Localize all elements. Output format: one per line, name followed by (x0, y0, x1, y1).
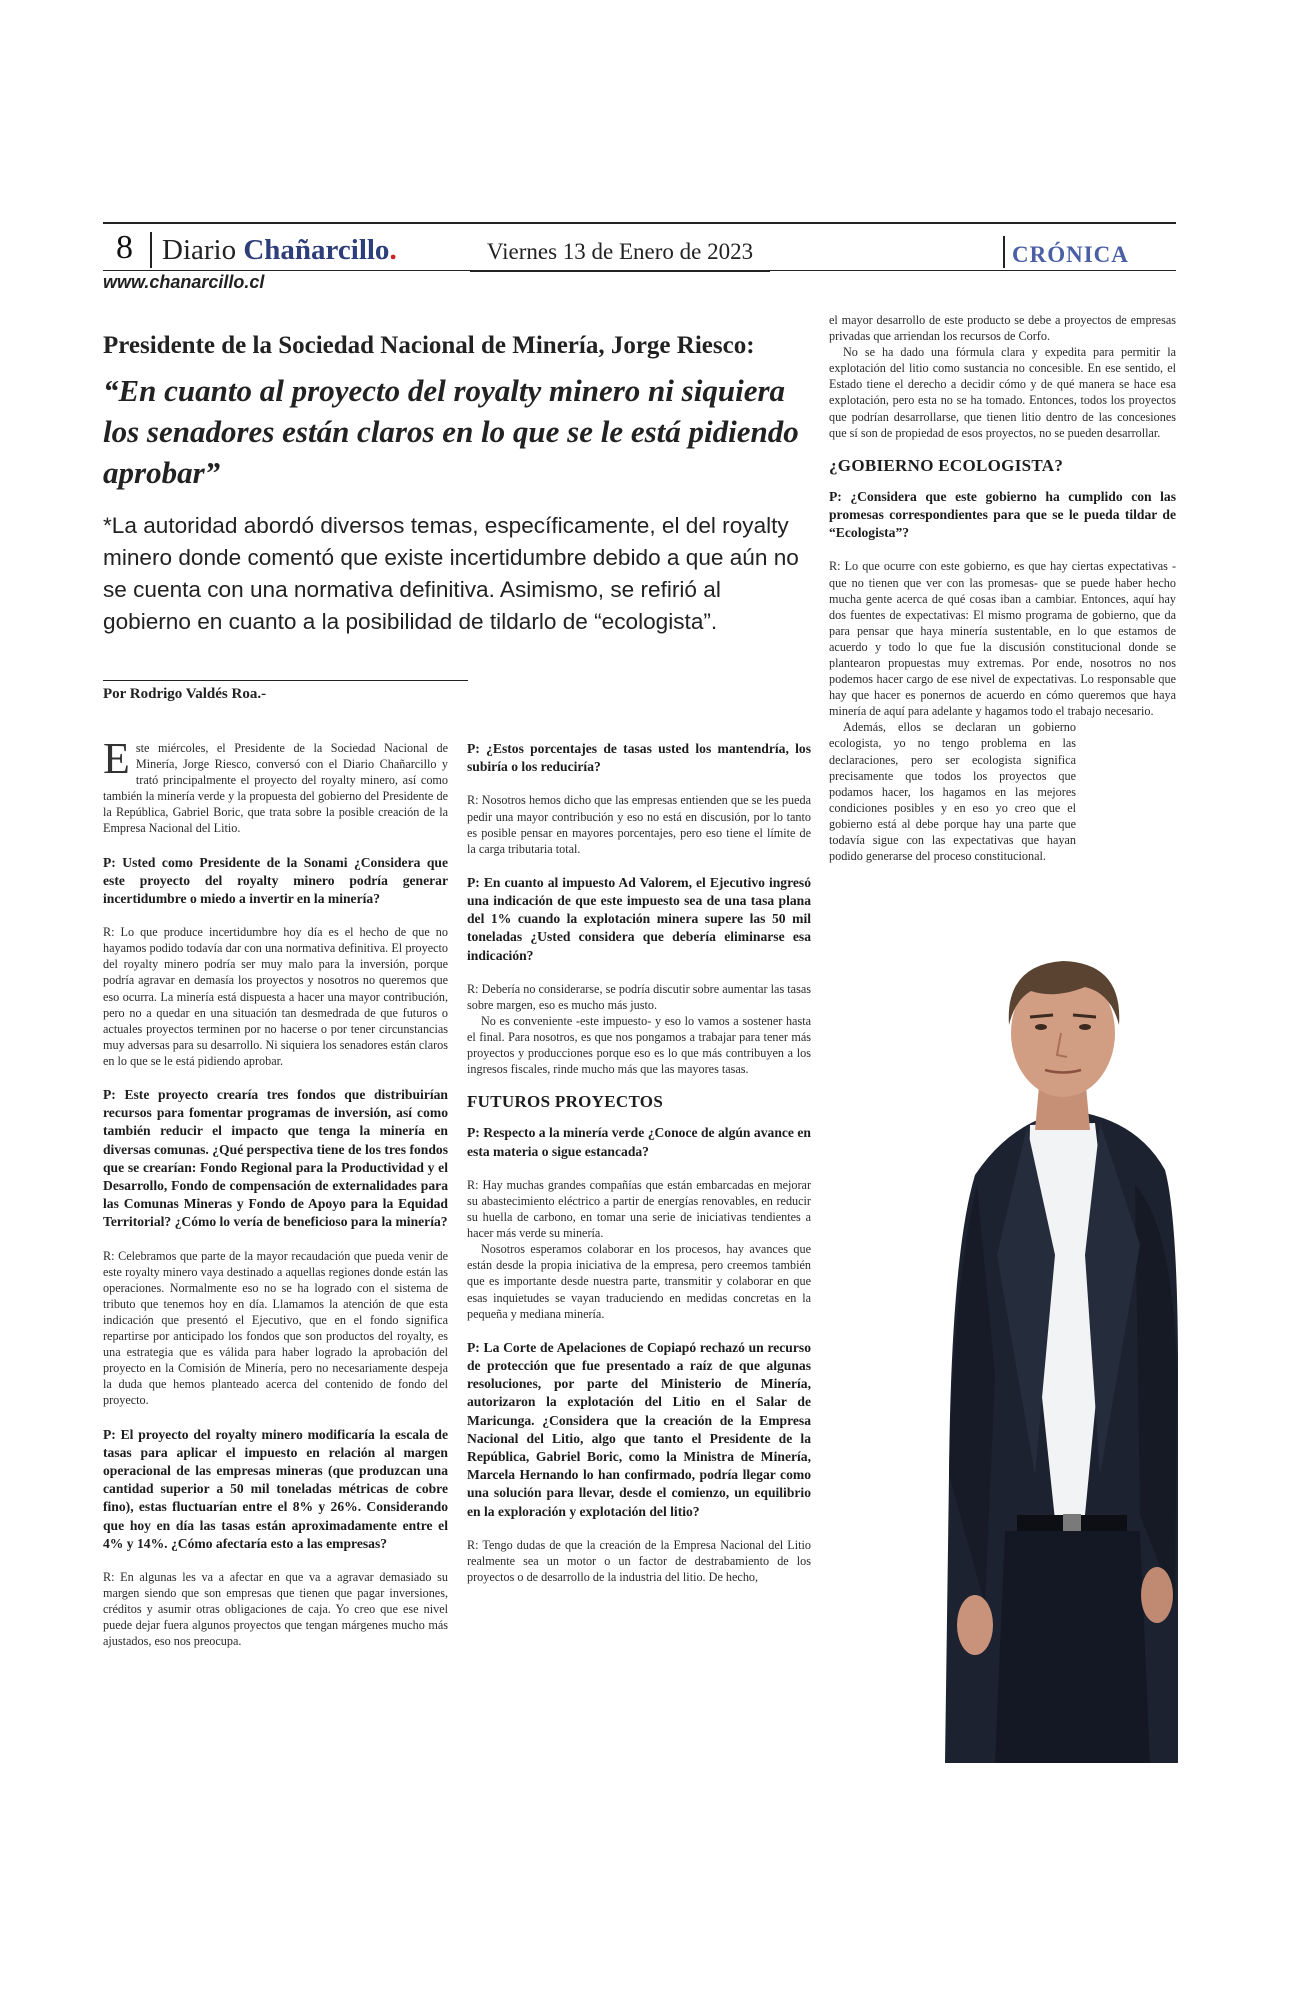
subheading: ¿GOBIERNO ECOLOGISTA? (829, 455, 1064, 475)
subheading: FUTUROS PROYECTOS (467, 1092, 664, 1112)
issue-date: Viernes 13 de Enero de 2023 (470, 236, 770, 272)
byline-rule (103, 680, 468, 681)
newspaper-logo (162, 232, 397, 268)
header-bottom-rule (103, 270, 1176, 271)
question: P: ¿Estos porcentajes de tasas usted los mantendría, los subiría o los reduciría? (467, 741, 811, 775)
answer-continued: Nosotros esperamos colaborar en los procesos, hay avances que están desde la propia iniciativa de la empresa, pero creemos también que es importante desde nuestra parte, transmitir y colaborar en que esas inquietudes se vayan traduciendo en medidas concretas en la pequeña y mediana minería. (467, 1242, 811, 1321)
intro-paragraph (103, 734, 448, 837)
answer-continued: No se ha dado una fórmula clara y expedita para permitir la explotación del litio como sustancia no concesible. En ese sentido, el Estado tiene el derecho a decidir cómo y de qué manera se hace esa explotación, pero esta no se ha tomado. Entonces, todos los proyectos que podrían desarrollarse, que tienen litio dentro de las concesiones que sí son de propiedad de esos proyectos, no se pueden desarrollar. (829, 345, 1176, 440)
answer: R: Lo que ocurre con este gobierno, es que hay ciertas expectativas -que no tienen que ver con las promesas- que se puede haber hecho mucha gente acerca de qué cosas iban a cambiar. Entonces, aquí hay dos fuentes de expectativas: El mismo programa de gobierno, que da para pensar que haya minería sustentable, en lo que estamos de acuerdo y todo lo que fue la discusión constitucional donde se plantearon propuestas muy extremas. Por ende, nosotros no nos podemos hacer cargo de ese nivel de expectativas. Lo responsable que hay que hacer es ponernos de acuerdo en cómo queremos que haya minería de aquí para adelante y hagamos todo el trabajo necesario. (829, 559, 1176, 719)
answer: R: Hay muchas grandes compañías que están embarcadas en mejorar su abastecimiento eléctrico a partir de energías renovables, en reducir su huella de carbono, en tomar una serie de iniciativas tendientes a hacer más verde su minería. (467, 1177, 811, 1241)
intro-text: ste miércoles, el Presidente de la Sociedad Nacional de Minería, Jorge Riesco, conversó con el Diario Chañarcillo y trató principalmente el proyecto del royalty minero, así como también la minería verde y la propuesta del gobierno del Presidente de la República, Gabriel Boric, que trata sobre la posible creación de la Empresa Nacional del Litio. (103, 741, 448, 836)
question: P: Este proyecto crearía tres fondos que distribuirían recursos para fomentar programas de inversión, así como también reducir el impacto que tenga la minería en diversas comunas. ¿Qué perspectiva tiene de los tres fondos que se crearían: Fondo Regional para la Productividad y el Desarrollo, Fondo de compensación de externalidades para las Comunas Mineras y Fondo de Apoyo para la Equidad Territorial? ¿Cómo lo vería de beneficioso para la minería? (103, 1087, 448, 1230)
website-url[interactable]: www.chanarcillo.cl (103, 272, 265, 292)
header-divider (150, 232, 152, 268)
article-headline: “En cuanto al proyecto del royalty minero ni siquiera los senadores están claros en lo que se le está pidiendo aprobar” (103, 373, 799, 490)
drop-cap: E (103, 734, 130, 783)
section-name: CRÓNICA (1012, 242, 1129, 267)
question: P: La Corte de Apelaciones de Copiapó rechazó un recurso de protección que fue presentado a raíz de que algunas resoluciones, por parte del Ministerio de Minería, autorizaron la explotación del Litio en el Salar de Maricunga. ¿Considera que la creación de la Empresa Nacional del Litio, algo que tanto el Presidente de la República, Gabriel Boric, como la Ministra de Minería, Marcela Hernando lo han confirmado, podría llegar como una solución para llevar, desde el comienzo, un equilibrio en la exploración y explotación del litio? (467, 1339, 811, 1519)
answer: R: Lo que produce incertidumbre hoy día es el hecho de que no hayamos podido todavía dar con una normativa definitiva. El proyecto del royalty minero podría ser muy malo para la inversión, porque podría agravar en demasía los proyectos y nosotros no queremos que eso ocurra. La minería está dispuesta a hacer una mayor contribución, pero no a quedar en una situación tan desmedrada de que futuros o actuales proyectos terminen por no hacerse o por tener circunstancias muy adversas para su desarrollo. Ni siquiera los senadores están claros en lo que se le está pidiendo aprobar. (103, 925, 448, 1068)
answer-continued: Además, ellos se declaran un gobierno ecologista, yo no tengo problema en las declaraciones, pero ser ecologista significa precisamente que todos los proyectos que podamos hacer, los hagamos en las mejores condiciones posibles y en eso yo creo que el gobierno está al debe porque hay una parte que todavía sigue con las expectativas que hayan podido generarse del proceso constitucional. (829, 720, 1076, 864)
page-number: 8 (116, 229, 133, 266)
article-column-3 (829, 312, 1176, 864)
answer-continued: el mayor desarrollo de este producto se debe a proyectos de empresas privadas que arriendan los recursos de Corfo. (829, 313, 1176, 344)
brand-prefix: Diario (162, 234, 244, 266)
answer: R: Tengo dudas de que la creación de la Empresa Nacional del Litio realmente sea un motor o un factor de destrabamiento de los proyectos o de desarrollo de la industria del litio. De hecho, (467, 1537, 811, 1584)
question: P: En cuanto al impuesto Ad Valorem, el Ejecutivo ingresó una indicación de que este impuesto sea de una tasa plana del 1% cuando la explotación minera supere las 50 mil toneladas ¿Usted considera que debería eliminarse esa indicación? (467, 874, 811, 963)
header-divider (1003, 236, 1005, 268)
answer: R: Debería no considerarse, se podría discutir sobre aumentar las tasas sobre margen, eso es mucho más justo. (467, 981, 811, 1012)
header-top-rule (103, 222, 1176, 224)
question: P: Usted como Presidente de la Sonami ¿Considera que este proyecto del royalty minero podría generar incertidumbre o miedo a invertir en la minería? (103, 854, 448, 906)
question: P: ¿Considera que este gobierno ha cumplido con las promesas correspondientes para que se le pueda tildar de “Ecologista”? (829, 488, 1176, 541)
article-column-2 (467, 740, 811, 1602)
article-lede: *La autoridad abordó diversos temas, específicamente, el del royalty minero donde comentó que existe incertidumbre debido a que aún no se cuenta con una normativa definitiva. Asimismo, se refirió al gobierno en cuanto a la posibilidad de tildarlo de “ecologista”. (103, 513, 799, 634)
question: P: Respecto a la minería verde ¿Conoce de algún avance en esta materia o sigue estancada? (467, 1125, 811, 1159)
byline: Por Rodrigo Valdés Roa.- (103, 686, 267, 702)
answer: R: Nosotros hemos dicho que las empresas entienden que se les pueda pedir una mayor contribución y eso no está en discusión, por lo tanto es posible pensar en mayores porcentajes, pero eso tiene el límite de la carga tributaria total. (467, 793, 811, 856)
answer: R: Celebramos que parte de la mayor recaudación que pueda venir de este royalty minero vaya destinado a aquellas regiones donde están las operaciones. Normalmente eso no se ha logrado con el sistema de tributo que tenemos hoy en día. Llamamos la atención de que esta indicación que presentó el Ejecutivo, que en el fondo significa repartirse por anticipado los fondos que son productos del royalty, es una estrategia que es válida para haber logrado la aprobación del proyecto en la Comisión de Minería, pero no necesariamente despeja la duda que hemos planteado acerca del contenido de fondo del proyecto. (103, 1248, 448, 1408)
article-kicker: Presidente de la Sociedad Nacional de Minería, Jorge Riesco: (103, 332, 755, 359)
question: P: El proyecto del royalty minero modificaría la escala de tasas para aplicar el impuesto en relación al margen operacional de las empresas mineras (que produzcan una cantidad superior a 50 mil toneladas métricas de cobre fino), estas fluctuarían entre el 8% y 26%. Considerando que hoy en día las tasas están aproximadamente entre el 4% y 14%. ¿Cómo afectaría esto a las empresas? (103, 1426, 448, 1551)
brand-name: Chañarcillo (243, 234, 390, 266)
brand-dot: . (389, 234, 397, 266)
interviewee-photo (935, 955, 1180, 1763)
article-column-1 (103, 734, 448, 1666)
answer-continued: No es conveniente -este impuesto- y eso lo vamos a sostener hasta el final. Para nosotros, es que nos pongamos a trabajar para tener más proyectos y producciones porque eso es lo que más contribuyen a los ingresos fiscales, rinde mucho más que las mayores tasas. (467, 1013, 811, 1077)
answer: R: En algunas les va a afectar en que va a agravar demasiado su margen siendo que son empresas que tienen que pagar inversiones, créditos y asumir otras obligaciones de caja. Yo creo que ese nivel puede dejar fuera algunos proyectos que tengan márgenes mucho más ajustados, eso nos preocupa. (103, 1570, 448, 1649)
